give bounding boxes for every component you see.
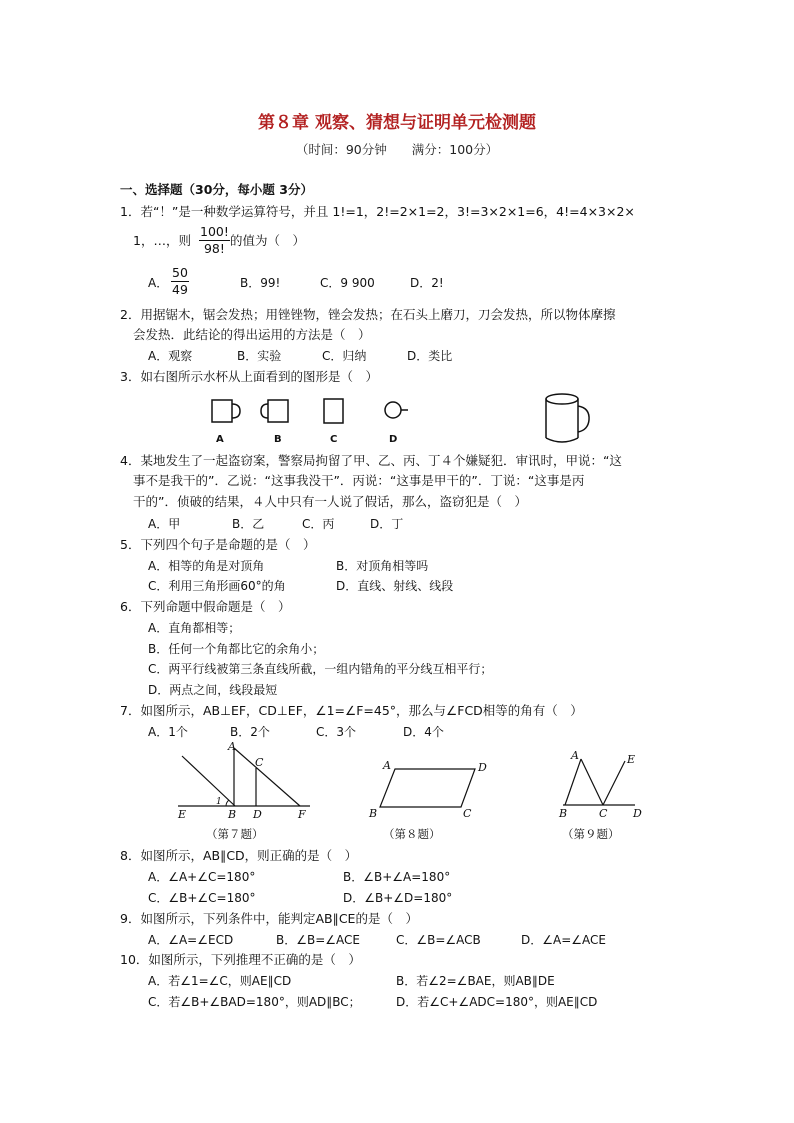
fig9-caption: （第９题）	[562, 827, 620, 841]
figure-q9	[555, 745, 655, 823]
fig8-label-d: D	[478, 761, 487, 774]
fig8-label-a: A	[383, 759, 391, 772]
q1-option-c: C．9 900	[320, 276, 375, 290]
q1-fraction	[199, 224, 230, 257]
q5-option-c: C．利用三角形画60°的角	[148, 579, 286, 593]
q4-option-d: D．丁	[370, 517, 404, 531]
q1-option-b: B．99!	[240, 276, 281, 290]
fig8-label-b: B	[369, 807, 378, 820]
q3-label-b: B	[274, 434, 282, 445]
q3-option-b-figure	[261, 400, 288, 422]
q9-stem: 9．如图所示，下列条件中，能判定AB∥CE的是（ ）	[120, 911, 418, 926]
q3-stem: 3．如右图所示水杯从上面看到的图形是（ ）	[120, 369, 378, 384]
q3-option-a-figure	[212, 400, 240, 422]
section-heading: 一、选择题（30分，每小题 3分）	[120, 182, 313, 197]
q8-option-b: B．∠B+∠A=180°	[343, 870, 451, 884]
q2-option-d: D．类比	[407, 349, 453, 363]
q1-stem-line1: 1．若“！”是一种数学运算符号，并且 1!=1，2!=2×1=2，3!=3×2×1=6，4!=4×3×2×	[120, 204, 635, 219]
q9-option-a: A．∠A=∠ECD	[148, 933, 234, 947]
q3-cup-3d-figure	[546, 394, 589, 442]
q8-stem: 8．如图所示，AB∥CD，则正确的是（ ）	[120, 848, 358, 863]
q5-stem: 5．下列四个句子是命题的是（ ）	[120, 537, 316, 552]
fig7-label-f: F	[298, 808, 306, 821]
figure-q8	[365, 755, 495, 825]
q10-option-c: C．若∠B+∠BAD=180°，则AD∥BC；	[148, 995, 361, 1009]
q1-option-d: D．2!	[410, 276, 444, 290]
q8-option-c: C．∠B+∠C=180°	[148, 891, 256, 905]
fig8-label-c: C	[463, 807, 472, 820]
fig8-caption: （第８题）	[383, 827, 441, 841]
q8-option-d: D．∠B+∠D=180°	[343, 891, 453, 905]
fig9-label-a: A	[571, 749, 579, 762]
q1-option-a-label: A．	[148, 276, 169, 290]
fig7-label-a: A	[228, 740, 236, 753]
fig9-label-c: C	[599, 807, 608, 820]
q4-option-c: C．丙	[302, 517, 335, 531]
q3-option-c-figure	[324, 399, 343, 423]
figure-q7	[170, 738, 320, 824]
q9-option-d: D．∠A=∠ACE	[521, 933, 606, 947]
q5-option-b: B．对顶角相等吗	[336, 559, 429, 573]
q1-stem-post: 的值为（ ）	[230, 233, 306, 248]
q7-option-d: D．4个	[403, 725, 444, 739]
fig7-caption: （第７题）	[206, 827, 264, 841]
q2-stem-line2: 会发热．此结论的得出运用的方法是（ ）	[133, 327, 371, 342]
q1-frac-numerator: 100!	[200, 224, 229, 239]
q1-option-a-den: 49	[172, 282, 188, 297]
q4-option-a: A．甲	[148, 517, 181, 531]
page-title: 第８章 观察、猜想与证明单元检测题	[258, 113, 536, 133]
q2-stem-line1: 2．用据锯木，锯会发热；用锉锉物，锉会发热；在石头上磨刀，刀会发热，所以物体摩擦	[120, 307, 616, 322]
q1-option-a-num: 50	[172, 265, 188, 280]
fig7-label-b: B	[228, 808, 237, 821]
q3-label-c: C	[330, 434, 338, 445]
q6-option-c: C．两平行线被第三条直线所截，一组内错角的平分线互相平行；	[148, 662, 493, 676]
q6-option-b: B．任何一个角都比它的余角小；	[148, 642, 325, 656]
q5-option-a: A．相等的角是对顶角	[148, 559, 265, 573]
q3-option-d-figure	[385, 402, 408, 418]
q5-option-d: D．直线、射线、线段	[336, 579, 454, 593]
fig7-label-c: C	[255, 756, 264, 769]
q2-option-a: A．观察	[148, 349, 193, 363]
q2-option-b: B．实验	[237, 349, 282, 363]
q7-option-a: A．1个	[148, 725, 188, 739]
q8-option-a: A．∠A+∠C=180°	[148, 870, 256, 884]
q6-option-a: A．直角都相等；	[148, 621, 241, 635]
q4-stem-line3: 干的”．侦破的结果，４人中只有一人说了假话，那么，盗窃犯是（ ）	[133, 494, 527, 509]
q4-stem-line2: 事不是我干的”．乙说：“这事我没干”．丙说：“这事是甲干的”．丁说：“这事是丙	[133, 473, 585, 488]
fig7-label-e: E	[178, 808, 187, 821]
q3-cup-figures	[200, 392, 620, 450]
q3-label-d: D	[389, 434, 398, 445]
fig9-label-d: D	[633, 807, 642, 820]
q3-label-a: A	[216, 434, 224, 445]
q6-stem: 6．下列命题中假命题是（ ）	[120, 599, 291, 614]
q2-option-c: C．归纳	[322, 349, 367, 363]
q1-option-a-fraction	[171, 265, 189, 298]
q7-option-c: C．3个	[316, 725, 357, 739]
q4-stem-line1: 4．某地发生了一起盗窃案，警察局拘留了甲、乙、丙、丁４个嫌疑犯．审讯时，甲说：“这	[120, 453, 622, 468]
fig7-label-1: 1	[216, 797, 222, 807]
q6-option-d: D．两点之间，线段最短	[148, 683, 278, 697]
q9-option-b: B．∠B=∠ACE	[276, 933, 360, 947]
q4-option-b: B．乙	[232, 517, 265, 531]
exam-info: （时间：90分钟 满分：100分）	[295, 142, 499, 157]
fig7-label-d: D	[253, 808, 262, 821]
fig9-label-b: B	[559, 807, 568, 820]
q7-stem: 7．如图所示，AB⊥EF，CD⊥EF，∠1=∠F=45°，那么与∠FCD相等的角有（ ）	[120, 703, 583, 718]
q10-stem: 10．如图所示，下列推理不正确的是（ ）	[120, 952, 361, 967]
q9-option-c: C．∠B=∠ACB	[396, 933, 481, 947]
q7-option-b: B．2个	[230, 725, 270, 739]
q1-stem-pre: 1，…，则	[133, 233, 191, 248]
q10-option-b: B．若∠2=∠BAE，则AB∥DE	[396, 974, 555, 988]
q10-option-d: D．若∠C+∠ADC=180°，则AE∥CD	[396, 995, 598, 1009]
q10-option-a: A．若∠1=∠C，则AE∥CD	[148, 974, 292, 988]
q1-frac-denominator: 98!	[203, 241, 225, 256]
fig9-label-e: E	[627, 753, 636, 766]
